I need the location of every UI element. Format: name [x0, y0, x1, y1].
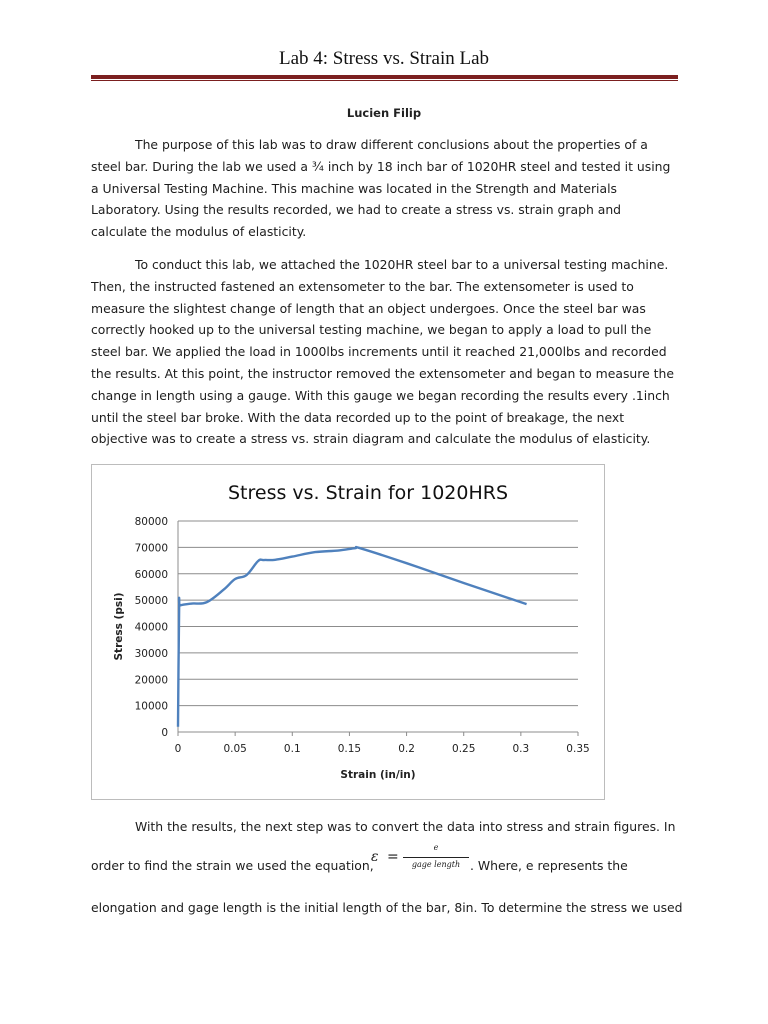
x-tick-label: 0.1 — [283, 743, 301, 755]
equation-numerator: e — [433, 843, 439, 852]
x-axis-label: Strain (in/in) — [340, 769, 416, 781]
title-rule-thick — [91, 75, 678, 79]
y-tick-label: 30000 — [134, 647, 168, 660]
chart-title: Stress vs. Strain for 1020HRS — [227, 482, 509, 504]
author-name: Lucien Filip — [346, 106, 422, 120]
paragraph-procedure: To conduct this lab, we attached the 1020HR steel bar to a universal testing machine. Then, the instructed fastened an extensometer to the bar. The extensometer is used to measure the slightest change of length that an object undergoes. Once the steel bar was correctly hooked up to the universal testing machine, we began to apply a load to pull the steel bar. We applied the load in 1000lbs increments until it reached 21,000lbs and recorded the results. At this point, the instructor removed the extensometer and began to measure the change in length using a gauge. With this gauge we began recording the results every .1inch until the steel bar broke. With the data recorded up to the point of breakage, the next objective was to create a stress vs. strain diagram and calculate the modulus of elasticity. — [91, 257, 674, 447]
y-tick-label: 60000 — [134, 568, 168, 581]
y-tick-label: 20000 — [134, 674, 168, 687]
y-axis-label: Stress (psi) — [113, 592, 125, 661]
x-tick-label: 0.35 — [566, 743, 590, 755]
y-tick-label: 50000 — [134, 595, 168, 608]
x-tick-label: 0.3 — [512, 743, 530, 755]
stress-strain-chart-svg — [92, 465, 606, 801]
paragraph-results: With the results, the next step was to convert the data into stress and strain figures. In — [135, 819, 676, 834]
x-tick-label: 0.2 — [398, 743, 415, 755]
equation-equals: = — [387, 849, 399, 865]
x-tick-label: 0 — [174, 743, 182, 755]
x-tick-label: 0.05 — [223, 743, 247, 755]
title-rule-thin — [91, 80, 678, 81]
strain-equation — [371, 843, 466, 875]
x-tick-label: 0.25 — [452, 743, 476, 755]
equation-fraction-bar — [403, 857, 469, 858]
equation-line-after: . Where, e represents the — [470, 858, 628, 873]
equation-line-text: order to find the strain we used the equation, — [91, 858, 374, 873]
y-tick-label: 0 — [161, 727, 168, 739]
equation-epsilon: ε — [371, 849, 379, 865]
page-title: Lab 4: Stress vs. Strain Lab — [278, 48, 490, 69]
equation-denominator: gage length — [411, 860, 461, 869]
stress-strain-chart — [91, 464, 605, 800]
paragraph-continuation: elongation and gage length is the initial length of the bar, 8in. To determine the stress we used — [91, 900, 683, 915]
y-tick-label: 80000 — [134, 516, 168, 528]
y-tick-label: 40000 — [134, 621, 168, 634]
x-tick-label: 0.15 — [337, 743, 362, 755]
y-tick-label: 70000 — [134, 542, 168, 555]
y-tick-label: 10000 — [134, 700, 168, 713]
paragraph-purpose: The purpose of this lab was to draw different conclusions about the properties of a steel bar. During the lab we used a ¾ inch by 18 inch bar of 1020HR steel and tested it using a Universal Testing Machine. This machine was located in the Strength and Materials Laboratory. Using the results recorded, we had to create a stress vs. strain graph and calculate the modulus of elasticity. — [91, 137, 671, 240]
